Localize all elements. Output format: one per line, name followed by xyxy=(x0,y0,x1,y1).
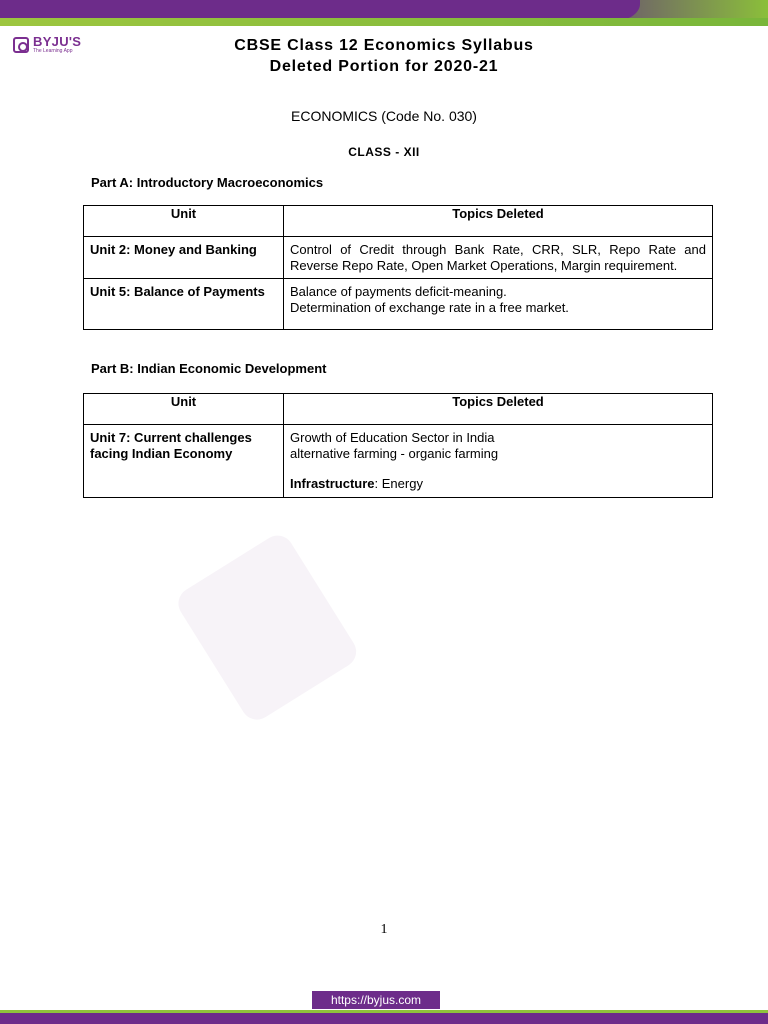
bottom-banner xyxy=(0,1010,768,1024)
topics-column-header: Topics Deleted xyxy=(284,394,713,425)
part-a-table xyxy=(83,205,713,330)
page-title-line1: CBSE Class 12 Economics Syllabus xyxy=(234,37,534,54)
topics-cell xyxy=(284,425,713,498)
class-heading: CLASS - XII xyxy=(348,145,420,159)
unit-cell: Unit 2: Money and Banking xyxy=(84,237,284,279)
topic-line xyxy=(290,476,706,492)
unit-cell xyxy=(84,279,284,330)
top-banner-green xyxy=(0,18,768,26)
watermark-logo-icon xyxy=(172,530,362,726)
topics-cell: Control of Credit through Bank Rate, CRR, SLR, Repo Rate and Reverse Repo Rate, Open Market Operations, Margin requirement. xyxy=(284,237,713,279)
part-a-heading: Part A: Introductory Macroeconomics xyxy=(91,175,324,190)
table-row xyxy=(84,279,713,330)
topic-line: alternative farming - organic farming xyxy=(290,445,499,461)
unit-column-header: Unit xyxy=(84,394,284,425)
unit-cell: Unit 7: Current challenges facing Indian Economy xyxy=(84,425,284,498)
part-b-heading: Part B: Indian Economic Development xyxy=(91,361,327,376)
table-header-row xyxy=(84,206,713,237)
footer-url-link[interactable]: https://byjus.com xyxy=(312,991,440,1009)
topic-line: Balance of payments deficit-meaning. xyxy=(290,284,507,299)
topic-line: Determination of exchange rate in a free market. xyxy=(290,299,569,315)
logo-tagline: The Learning App xyxy=(33,48,73,54)
infrastructure-value: : Energy xyxy=(374,476,423,491)
unit-text: Unit 5: Balance of Payments xyxy=(90,284,265,299)
table-row xyxy=(84,425,713,498)
topics-cell xyxy=(284,279,713,330)
table-header-row xyxy=(84,394,713,425)
bottom-banner-green xyxy=(0,1010,768,1013)
logo-name: BYJU'S xyxy=(33,34,82,49)
page-number: 1 xyxy=(380,922,388,937)
top-banner xyxy=(0,0,768,26)
topic-line: Growth of Education Sector in India xyxy=(290,430,495,445)
table-row xyxy=(84,237,713,279)
page-title-line2: Deleted Portion for 2020-21 xyxy=(269,58,499,75)
unit-column-header: Unit xyxy=(84,206,284,237)
subject-heading: ECONOMICS (Code No. 030) xyxy=(291,108,477,124)
part-b-table xyxy=(83,393,713,498)
infrastructure-label: Infrastructure xyxy=(290,476,375,491)
topics-column-header: Topics Deleted xyxy=(284,206,713,237)
